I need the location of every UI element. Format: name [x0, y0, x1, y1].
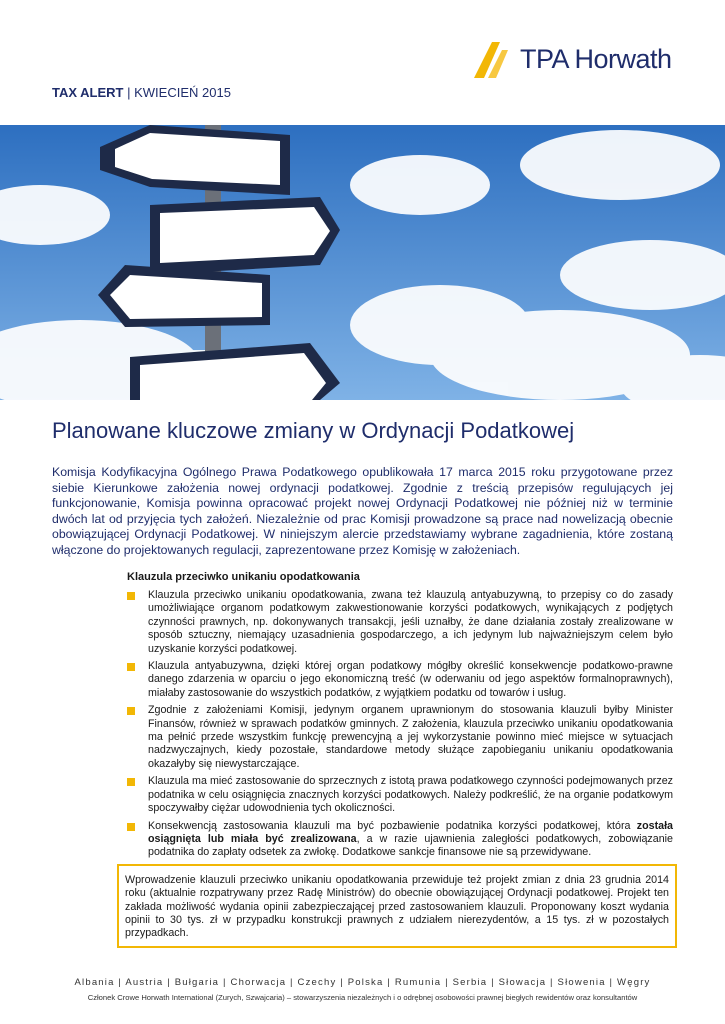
bullet-square-icon [127, 707, 135, 715]
tax-alert-header [52, 85, 231, 100]
bullet-text: Zgodnie z założeniami Komisji, jedynym organem uprawnionym do stosowania klauzuli byłby Minister Finansów, również w sprawach podatków gminnych. Z założenia, klauzula przeciwko unikaniu opodatkowania ma pełnić przede wszystkim funkcję prewencyjną a jej wykorzystanie powinno mieć miejsce w sytuacjach nadzwyczajnych, kiedy pozostałe, standardowe metody służące zapobieganiu unikaniu opodatkowania okazałyby się niewystarczające. [148, 704, 673, 770]
road-signs-image [0, 125, 725, 400]
bullet-square-icon [127, 663, 135, 671]
hero-image [0, 125, 725, 400]
chevron-logo-icon [470, 36, 520, 86]
bullet-list [127, 589, 673, 864]
bullet-square-icon [127, 592, 135, 600]
intro-paragraph: Komisja Kodyfikacyjna Ogólnego Prawa Podatkowego opublikowała 17 marca 2015 roku przygotowane przez siebie Kierunkowe założenia nowej ordynacji podatkowej. Zgodnie z treścią przepisów regulujących jej funkcjonowanie, Komisja powinna opracować projekt nowej Ordynacji Podatkowej nie później niż w terminie dwóch lat od przyjęcia tych założeń. Niezależnie od prac Komisji prowadzone są prace nad nowelizacją obecnie obowiązującej Ordynacji Podatkowej. W niniejszym alercie przedstawiamy wybrane zagadnienia, które zostaną włączone do projektowanych regulacji, zaprezentowane przez Komisję w założeniach. [52, 465, 673, 557]
tpa-horwath-logo [470, 36, 700, 86]
section-heading: Klauzula przeciwko unikaniu opodatkowania [127, 571, 360, 583]
note-text: Wprowadzenie klauzuli przeciwko unikaniu opodatkowania przewiduje też projekt zmian z dnia 23 grudnia 2014 roku (aktualnie rozpatrywany przez Radę Ministrów) do obecnie obowiązującej Ordynacji podatkowej. Projekt ten zakłada możliwość wydania opinii zabezpieczającej przed zastosowaniem klauzuli. Proponowany koszt wydania opinii to 30 tys. zł w przypadku konstrukcji prawnych z udziałem nierezydentów, a 15 tys. zł w pozostałych przypadkach. [125, 874, 669, 940]
header-date: KWIECIEŃ 2015 [134, 85, 231, 100]
footer-member-note: Członek Crowe Horwath International (Zurych, Szwajcaria) – stowarzyszenia niezależnych i o odrębnej osobowości prawnej biegłych rewidentów oraz konsultantów [87, 993, 638, 1002]
list-item [127, 775, 673, 815]
bullet-text-bold: została osiągnięta lub miała być zrealizowana [148, 819, 673, 845]
footer-countries: Albania | Austria | Bułgaria | Chorwacja | Czechy | Polska | Rumunia | Serbia | Słowacja | Słowenia | Węgry [74, 977, 651, 988]
brand-name: TPA Horwath [520, 44, 672, 74]
bullet-square-icon [127, 778, 135, 786]
note-box [117, 864, 677, 948]
header-separator: | [123, 85, 135, 100]
list-item [127, 660, 673, 700]
list-item [127, 704, 673, 771]
bullet-text: Klauzula ma mieć zastosowanie do sprzecznych z istotą prawa podatkowego czynności podejmowanych przez podatnika w celu osiągnięcia znacznych korzyści podatkowych. Należy podkreślić, że na organie podatkowym spoczywałby ciężar udowodnienia tych okoliczności. [148, 775, 673, 815]
list-item [127, 820, 673, 860]
bullet-square-icon [127, 823, 135, 831]
tax-alert-label: TAX ALERT [52, 85, 124, 100]
page-title: Planowane kluczowe zmiany w Ordynacji Podatkowej [52, 418, 575, 443]
bullet-text-part1: Konsekwencją zastosowania klauzuli ma być pozbawienie podatnika korzyści podatkowej, która [148, 819, 637, 832]
bullet-text-part2: , a w razie ujawnienia zaległości podatkowych, zobowiązanie podatnika do zapłaty odsetek za zwłokę. Dodatkowe sankcje finansowe nie są przewidywane. [148, 832, 673, 859]
bullet-text: Klauzula antyabuzywna, dzięki której organ podatkowy mógłby określić konsekwencje podatkowo-prawne danego zdarzenia w oparciu o jego ekonomiczną treść (w oderwaniu od jego aspektów formalnoprawnych), miałaby zastosowanie do wszystkich podatków, z wyjątkiem podatku od towarów i usług. [148, 660, 673, 699]
list-item [127, 589, 673, 656]
bullet-text: Klauzula przeciwko unikaniu opodatkowania, zwana też klauzulą antyabuzywną, to przepisy co do zasady umożliwiające organom podatkowym zakwestionowanie korzyści podatkowych, wynikających z podjętych czynności prawnych, np. dokonywanych transakcji, jeśli uznałby, że dane działania zostały zrealizowane w sposób sztuczny, niemający uzasadnienia gospodarczego, a ich jedynym lub najważniejszym celem było uzyskanie korzyści podatkowej. [148, 589, 673, 655]
